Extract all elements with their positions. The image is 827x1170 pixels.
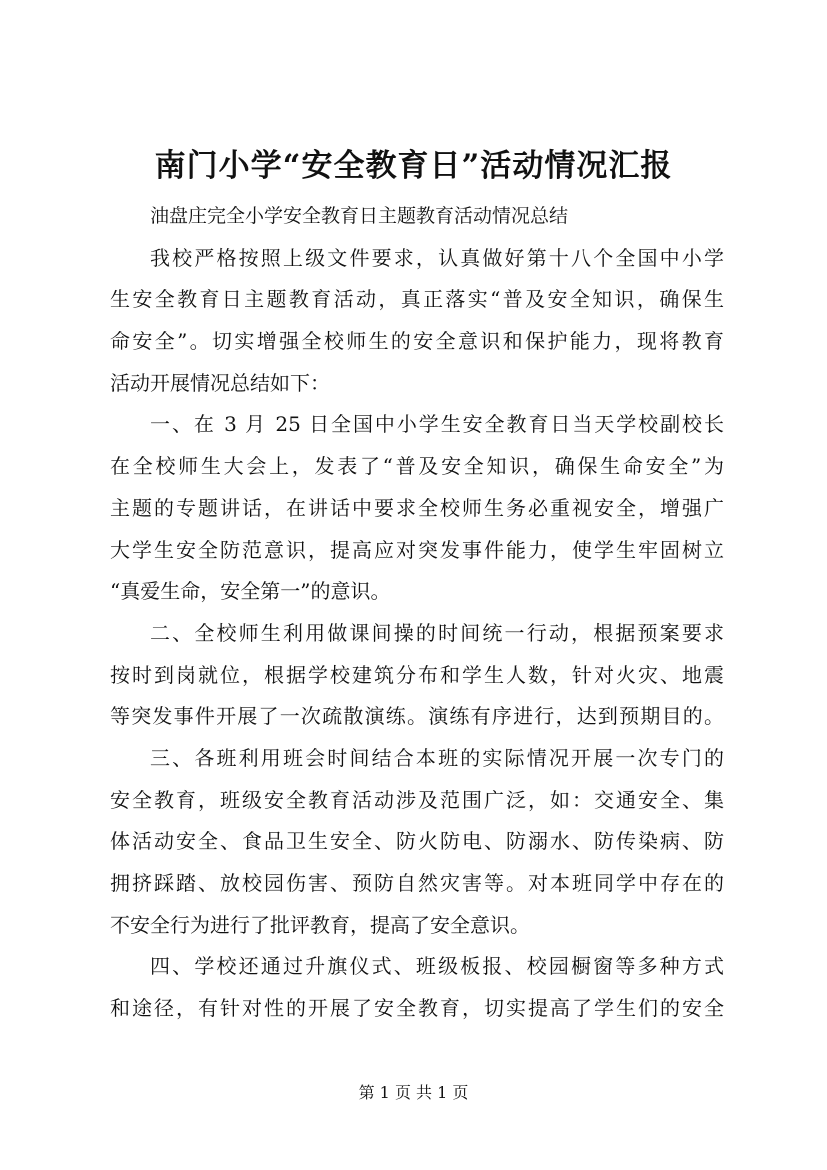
paragraph-line: 拥挤踩踏、放校园伤害、预防自然灾害等。对本班同学中存在的 <box>110 871 724 895</box>
paragraph <box>110 404 724 612</box>
paragraph-line: 二、全校师生利用做课间操的时间统一行动，根据预案要求 <box>150 620 724 645</box>
paragraph-line: 三、各班利用班会时间结合本班的实际情况开展一次专门的 <box>150 745 724 770</box>
paragraph-line: 不安全行为进行了批评教育，提高了安全意识。 <box>110 912 530 937</box>
document-body <box>110 196 724 1030</box>
paragraph <box>110 946 724 1029</box>
paragraph-line: 体活动安全、食品卫生安全、防火防电、防溺水、防传染病、防 <box>110 829 724 854</box>
paragraph-line: 四、学校还通过升旗仪式、班级板报、校园橱窗等多种方式 <box>150 954 724 979</box>
paragraph-line: 安全教育，班级安全教育活动涉及范围广泛，如：交通安全、集 <box>110 787 724 812</box>
document-subtitle: 油盘庄完全小学安全教育日主题教育活动情况总结 <box>150 205 569 227</box>
paragraph-line: 生安全教育日主题教育活动，真正落实“普及安全知识，确保生 <box>110 287 724 312</box>
paragraph-line: “真爱生命，安全第一”的意识。 <box>110 579 391 604</box>
paragraph-line: 和途径，有针对性的开展了安全教育，切实提高了学生们的安全 <box>110 996 724 1021</box>
paragraph <box>110 238 724 405</box>
page-number-footer: 第 1 页 共 1 页 <box>358 1083 469 1102</box>
paragraph-line: 等突发事件开展了一次疏散演练。演练有序进行，达到预期目的。 <box>110 704 724 729</box>
paragraph-line: 主题的专题讲话，在讲话中要求全校师生务必重视安全，增强广 <box>110 495 724 520</box>
paragraph-line: 一、在 3 月 25 日全国中小学生安全教育日当天学校副校长 <box>150 412 724 437</box>
document-title: 南门小学“安全教育日”活动情况汇报 <box>154 148 673 184</box>
paragraph <box>110 738 724 946</box>
paragraph-line: 在全校师生大会上，发表了“普及安全知识，确保生命安全”为 <box>110 454 724 479</box>
paragraph-line: 命安全”。切实增强全校师生的安全意识和保护能力，现将教育 <box>110 329 724 354</box>
paragraph <box>110 613 724 738</box>
paragraph-line: 按时到岗就位，根据学校建筑分布和学生人数，针对火灾、地震 <box>110 662 724 687</box>
paragraph-line: 我校严格按照上级文件要求，认真做好第十八个全国中小学 <box>150 245 724 270</box>
paragraph-line: 大学生安全防范意识，提高应对突发事件能力，使学生牢固树立 <box>110 537 724 562</box>
paragraph-line: 活动开展情况总结如下： <box>110 370 330 395</box>
